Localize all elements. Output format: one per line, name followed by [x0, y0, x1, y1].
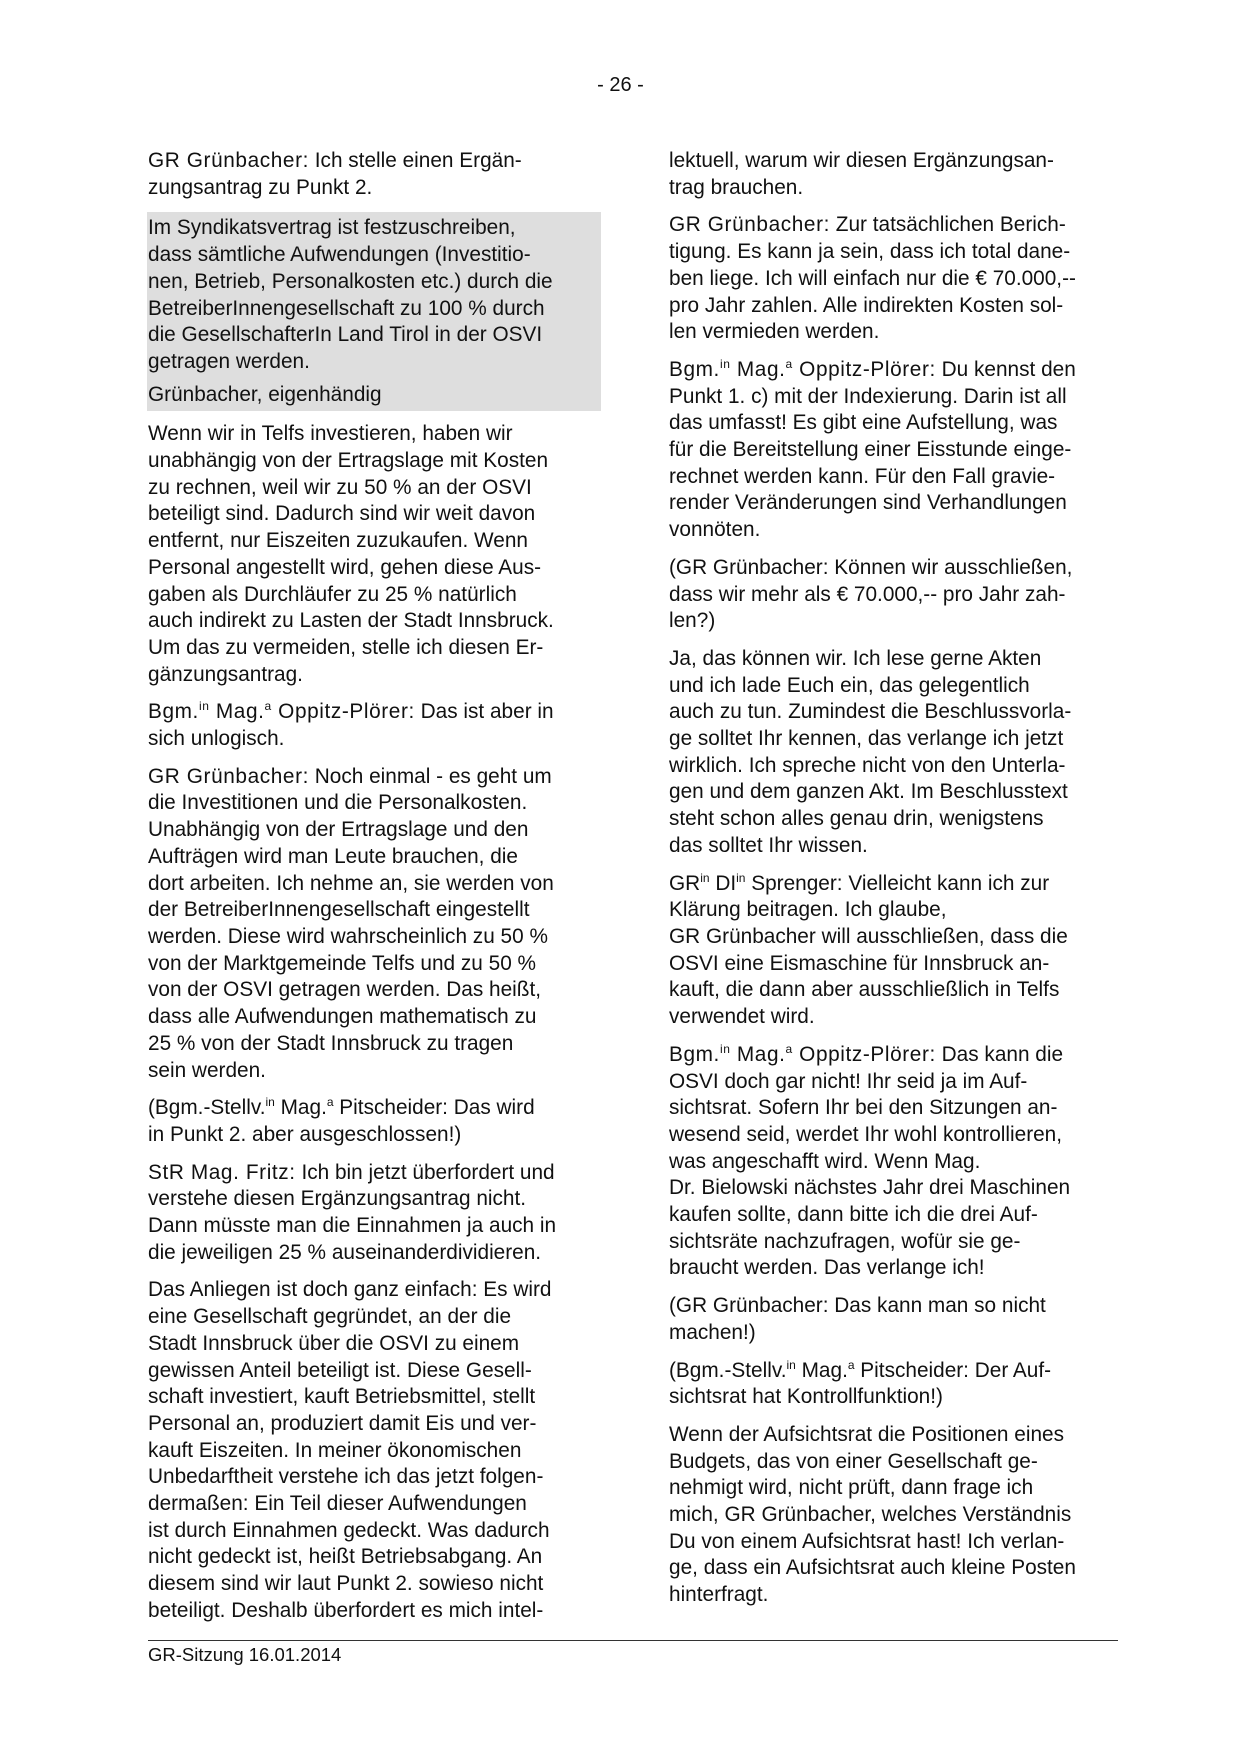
paragraph-text: Du kennst den Punkt 1. c) mit der Indexierung. Darin ist all das umfasst! Es gibt eine Aufstellung, was für die Bereitstellung einer Eisstunde einge- rechnet werden kann. Für den Fall gravie- render Veränderungen sind Verhandlungen vonnöten.	[669, 357, 1076, 542]
speaker-name: GR Grünbacher:	[148, 764, 309, 788]
speaker-name: StR Mag. Fritz:	[148, 1160, 296, 1184]
paragraph: $GR^{in}$ $DI^{in}$ Sprenger: Vielleicht kann ich zur Klärung beitragen. Ich glaube, GR Grünbacher will ausschließen, dass die OSVI eine Eismaschine für Innsbruck an- kauft, die dann aber ausschließlich in Telfs verwendet wird.	[669, 870, 1068, 1029]
interjection: (Bgm.-Stellv.$^{in}$ Mag.$^a$ Pitscheider: Der Auf- sichtsrat hat Kontrollfunktion!)	[669, 1357, 1052, 1409]
paragraph: Ja, das können wir. Ich lese gerne Akten und ich lade Euch ein, das gelegentlich auch zu tun. Zumindest die Beschlussvorla- ge solltet Ihr kennen, das verlange ich jetzt wirklich. Ich spreche nicht von den Unterla- gen und dem ganzen Akt. Im Beschlusstext steht schon alles genau drin, wenigstens das solltet Ihr wissen.	[669, 646, 1072, 857]
paragraph-text: Das ist aber in sich unlogisch.	[148, 700, 554, 751]
interjection: (Bgm.-Stellv.$^{in}$ Mag.$^a$ Pitscheider: Das wird in Punkt 2. aber ausgeschlossen!)	[148, 1095, 535, 1146]
speaker-name: GR Grünbacher:	[148, 149, 309, 172]
paragraph: Wenn der Aufsichtsrat die Positionen eines Budgets, das von einer Gesellschaft ge- nehmigt wird, nicht prüft, dann frage ich mich, GR Grünbacher, welches Verständnis Du von einem Aufsichtsrat hast! Ich verlan- ge, dass ein Aufsichtsrat auch kleine Posten hinterfragt.	[669, 1422, 1076, 1607]
paragraph	[669, 357, 1121, 544]
paragraph	[669, 212, 1121, 346]
paragraph-text: Ich bin jetzt überfordert und verstehe diesen Ergänzungsantrag nicht. Dann müsste man die Einnahmen ja auch in die jeweiligen 25 % auseinanderdividieren.	[148, 1160, 557, 1264]
paragraph	[148, 699, 600, 752]
paragraph-text: Ich stelle einen Ergän- zungsantrag zu Punkt 2.	[148, 149, 522, 199]
right-column	[669, 148, 1121, 1609]
speaker-name: GR Grünbacher:	[669, 213, 830, 237]
paragraph	[148, 148, 600, 201]
motion-text: Im Syndikatsvertrag ist festzuschreiben, dass sämtliche Aufwendungen (Investitio- nen, Betrieb, Personalkosten etc.) durch die BetreiberInnengesellschaft zu 100 % durch die GesellschafterIn Land Tirol in der OSVI getragen werden.	[148, 216, 553, 373]
paragraph: Das Anliegen ist doch ganz einfach: Es wird eine Gesellschaft gegründet, an der die Stadt Innsbruck über die OSVI zu einem gewissen Anteil beteiligt ist. Diese Gesell- schaft investiert, kauft Betriebsmittel, stellt Personal an, produziert damit Eis und ver- kauft Eiszeiten. In meiner ökonomischen Unbedarftheit verstehe ich das jetzt folgen- dermaßen: Ein Teil dieser Aufwendungen ist durch Einnahmen gedeckt. Was dadurch nicht gedeckt ist, heißt Betriebsabgang. An diesem sind wir laut Punkt 2. sowieso nicht beteiligt. Deshalb überfordert es mich intel-	[148, 1278, 552, 1622]
paragraph	[148, 1160, 600, 1267]
footer-divider	[148, 1640, 1118, 1641]
interjection: (GR Grünbacher: Das kann man so nicht machen!)	[669, 1294, 1046, 1344]
left-column	[148, 148, 600, 1625]
paragraph-text: Noch einmal - es geht um die Investitionen und die Personalkosten. Unabhängig von der Ertragslage und den Aufträgen wird man Leute brauchen, die dort arbeiten. Ich nehme an, sie werden von der BetreiberInnengesellschaft eingestellt werden. Diese wird wahrscheinlich zu 50 % von der Marktgemeinde Telfs und zu 50 % von der OSVI getragen werden. Das heißt, dass alle Aufwendungen mathematisch zu 25 % von der Stadt Innsbruck zu tragen sein werden.	[148, 764, 554, 1082]
paragraph-text: Das kann die OSVI doch gar nicht! Ihr seid ja im Auf- sichtsrat. Sofern Ihr bei den Sitzungen an- wesend seid, werdet Ihr wohl kontrollieren, was angeschafft wird. Wenn Mag. Dr. Bielowski nächstes Jahr drei Maschinen kaufen sollte, dann bitte ich die drei Auf- sichtsräte nachzufragen, wofür sie ge- braucht werden. Das verlange ich!	[669, 1042, 1071, 1280]
paragraph-text: Zur tatsächlichen Berich- tigung. Es kann ja sein, dass ich total dane- ben liege. Ich will einfach nur die € 70.000,-- pro Jahr zahlen. Alle indirekten Kosten sol- len vermieden werden.	[669, 213, 1076, 344]
paragraph	[148, 764, 600, 1084]
paragraph: Wenn wir in Telfs investieren, haben wir unabhängig von der Ertragslage mit Kosten zu rechnen, weil wir zu 50 % an der OSVI beteiligt sind. Dadurch sind wir weit davon entfernt, nur Eiszeiten zuzukaufen. Wenn Personal angestellt wird, gehen diese Aus- gaben als Durchläufer zu 25 % natürlich auch indirekt zu Lasten der Stadt Innsbruck. Um das zu vermeiden, stelle ich diesen Er- gänzungsantrag.	[148, 422, 554, 686]
page-number: - 26 -	[597, 74, 644, 96]
paragraph	[669, 1042, 1121, 1282]
amendment-motion-box	[147, 212, 601, 411]
speaker-name: Bgm.$^{in}$ Mag.$^a$ Oppitz-Plörer:	[148, 699, 415, 724]
interjection: (GR Grünbacher: Können wir ausschließen, dass wir mehr als € 70.000,-- pro Jahr zah- len?)	[669, 555, 1073, 633]
paragraph: lektuell, warum wir diesen Ergänzungsan- trag brauchen.	[669, 149, 1054, 199]
speaker-name: Bgm.$^{in}$ Mag.$^a$ Oppitz-Plörer:	[669, 356, 936, 381]
footer-session-date: GR-Sitzung 16.01.2014	[148, 1644, 342, 1665]
motion-signature: Grünbacher, eigenhändig	[148, 382, 382, 406]
speaker-name: Bgm.$^{in}$ Mag.$^a$ Oppitz-Plörer:	[669, 1041, 936, 1066]
